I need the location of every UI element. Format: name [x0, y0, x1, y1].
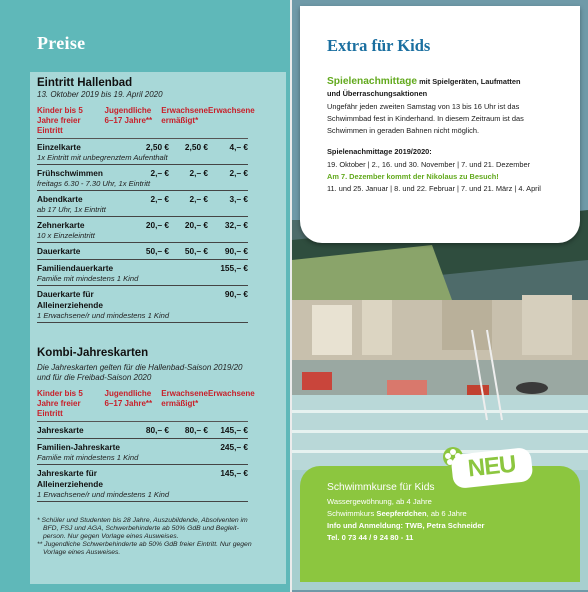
price-row-values	[37, 142, 248, 153]
price-row-name: Einzelkarte	[37, 142, 81, 152]
spiel-text-1: Ungefähr jeden zweiten Samstag von 13 bis 16 Uhr ist das	[327, 101, 520, 111]
price-value: 3,– €	[229, 194, 248, 204]
price-row-note: ab 17 Uhr, 1x Eintritt	[37, 205, 106, 214]
price-value: 50,– €	[184, 246, 208, 256]
price-row-note: 1 Erwachsene/r und mindestens 1 Kind	[37, 311, 170, 320]
price-row-note: 10 x Einzeleintritt	[37, 231, 95, 240]
price-value	[169, 289, 208, 311]
col-ermaessigt: Erwachsene ermäßigt*	[161, 106, 208, 125]
nikolaus-note: Am 7. Dezember kommt der Nikolaus zu Besuch!	[327, 172, 499, 182]
price-row-name: Familiendauerkarte	[37, 263, 114, 273]
price-value: 4,– €	[229, 142, 248, 152]
col-erwachsene: Erwachsene	[208, 389, 255, 398]
price-row-name: Dauerkarte für Alleinerziehende	[37, 289, 103, 310]
col-ermaessigt: Erwachsene ermäßigt*	[161, 389, 208, 408]
price-row	[37, 139, 248, 165]
price-row	[37, 465, 248, 502]
spiel-text-3: Schwimmen in geraden Bahnen nicht möglich.	[327, 126, 480, 136]
footnotes	[37, 517, 257, 557]
kombi-intro: Die Jahreskarten gelten für die Hallenbad-Saison 2019/20 und für die Freibad-Saison 2020	[37, 363, 243, 382]
price-value: 2,– €	[189, 194, 208, 204]
kurse-line-2	[327, 509, 467, 519]
price-value: 2,– €	[189, 168, 208, 178]
seepferdchen-label: Seepferdchen	[376, 509, 427, 518]
price-row-values	[37, 442, 248, 453]
price-row-note: 1 Erwachsene/r und mindestens 1 Kind	[37, 490, 170, 499]
kurse-line-3: Info und Anmeldung: TWB, Petra Schneider	[327, 521, 485, 530]
price-row-note: freitags 6.30 - 7.30 Uhr, 1x Eintritt	[37, 179, 151, 188]
right-page	[292, 0, 588, 592]
kurse-line-2a: Schwimmkurs	[327, 509, 377, 518]
price-value: 2,– €	[150, 168, 169, 178]
price-value: 155,– €	[220, 263, 248, 273]
price-row-values	[37, 168, 248, 179]
price-value: 90,– €	[224, 246, 248, 256]
price-row	[37, 286, 248, 323]
price-row-values	[37, 289, 248, 311]
price-row-name: Zehnerkarte	[37, 220, 85, 230]
price-value: 80,– €	[145, 425, 169, 435]
hallenbad-period: 13. Oktober 2019 bis 19. April 2020	[37, 90, 163, 99]
price-row-values	[37, 263, 248, 274]
dates-line-1: 19. Oktober | 2., 16. und 30. November | 7. und 21. Dezember	[327, 159, 531, 169]
hallenbad-heading: Eintritt Hallenbad	[37, 77, 133, 89]
price-row-name: Abendkarte	[37, 194, 83, 204]
price-row	[37, 217, 248, 243]
hallenbad-table-header	[37, 106, 255, 139]
footnote-1: * Schüler und Studenten bis 28 Jahre, Auszubildende, Absolventen im BFD, FSJ und AGA, Schwerbehinderte ab 50% GdB und Begleit-person. Nur gegen Vorlage eines Ausweises.	[37, 517, 248, 540]
hallenbad-rows	[37, 139, 248, 323]
page-title-preise: Preise	[37, 33, 86, 53]
price-value: 2,50 €	[184, 142, 208, 152]
price-value: 50,– €	[145, 246, 169, 256]
price-value: 20,– €	[184, 220, 208, 230]
kurse-phone: Tel. 0 73 44 / 9 24 80 - 11	[327, 533, 414, 542]
footnote-2: ** Jugendliche Schwerbehinderte ab 50% GdB freier Eintritt. Nur gegen Vorlage eines Ausweises.	[37, 541, 252, 556]
price-value: 2,– €	[229, 168, 248, 178]
price-value: 20,– €	[145, 220, 169, 230]
price-row	[37, 165, 248, 191]
price-row-values	[37, 468, 248, 490]
dates-line-2: 11. und 25. Januar | 8. und 22. Februar | 7. und 21. März | 4. April	[327, 184, 541, 194]
price-row	[37, 243, 248, 260]
col-jugendliche: Jugendliche 6–17 Jahre**	[104, 106, 153, 125]
price-row-values	[37, 194, 248, 205]
card-title: Extra für Kids	[327, 36, 431, 55]
price-value	[169, 442, 208, 453]
price-row-note: Familie mit mindestens 1 Kind	[37, 274, 139, 283]
spielenachmittage-sub1: mit Spielgeräten, Laufmatten	[417, 77, 521, 86]
kombi-section	[37, 347, 255, 502]
hallenbad-section	[37, 77, 255, 323]
price-value: 32,– €	[224, 220, 248, 230]
schwimmkurse-card	[300, 466, 580, 582]
price-value: 2,50 €	[145, 142, 169, 152]
price-row-name: Jahreskarte	[37, 425, 84, 435]
kombi-rows	[37, 422, 248, 502]
col-erwachsene: Erwachsene	[208, 106, 255, 115]
price-row-name: Dauerkarte	[37, 246, 81, 256]
kombi-table-header	[37, 389, 255, 422]
card-body	[327, 76, 575, 196]
left-header	[0, 0, 290, 72]
col-kinder: Kinder bis 5 Jahre freier Eintritt	[37, 389, 83, 418]
price-row	[37, 260, 248, 286]
kombi-heading: Kombi-Jahreskarten	[37, 347, 149, 359]
price-row-name: Jahreskarte für Alleinerziehende	[37, 468, 103, 489]
price-value	[129, 468, 169, 490]
price-value	[169, 263, 208, 274]
price-row-values	[37, 425, 248, 436]
price-value: 2,– €	[150, 194, 169, 204]
price-row-note: Familie mit mindestens 1 Kind	[37, 453, 139, 462]
extra-fuer-kids-card	[300, 6, 580, 243]
schwimmkurse-title: Schwimmkurse für Kids	[327, 482, 435, 493]
price-row-values	[37, 246, 248, 257]
price-row-name: Frühschwimmen	[37, 168, 103, 178]
left-page	[0, 0, 290, 592]
spielenachmittage-sub2: und Überraschungsaktionen	[327, 89, 428, 99]
price-value: 90,– €	[224, 289, 248, 299]
price-value	[129, 263, 169, 274]
price-value: 145,– €	[220, 425, 248, 435]
col-kinder: Kinder bis 5 Jahre freier Eintritt	[37, 106, 83, 135]
price-row	[37, 191, 248, 217]
price-value	[129, 442, 169, 453]
price-value: 145,– €	[220, 468, 248, 478]
spielenachmittage-title: Spielenachmittage	[327, 76, 418, 87]
price-row-name: Familien-Jahreskarte	[37, 442, 121, 452]
neu-badge-label: NEU	[466, 450, 517, 483]
kurse-line-1: Wassergewöhnung, ab 4 Jahre	[327, 497, 432, 506]
price-value: 80,– €	[184, 425, 208, 435]
price-value	[169, 468, 208, 490]
spiel-text-2: Schwimmbad fest in Kinderhand. In diesem Zeitraum ist das	[327, 113, 524, 123]
price-row-values	[37, 220, 248, 231]
price-row	[37, 422, 248, 439]
col-jugendliche: Jugendliche 6–17 Jahre**	[104, 389, 153, 408]
price-value	[129, 289, 169, 311]
price-row	[37, 439, 248, 465]
price-value: 245,– €	[220, 442, 248, 452]
kurse-line-2c: , ab 6 Jahre	[426, 509, 467, 518]
price-row-note: 1x Eintritt mit unbegrenztem Aufenthalt	[37, 153, 168, 162]
dates-heading: Spielenachmittage 2019/2020:	[327, 147, 432, 157]
